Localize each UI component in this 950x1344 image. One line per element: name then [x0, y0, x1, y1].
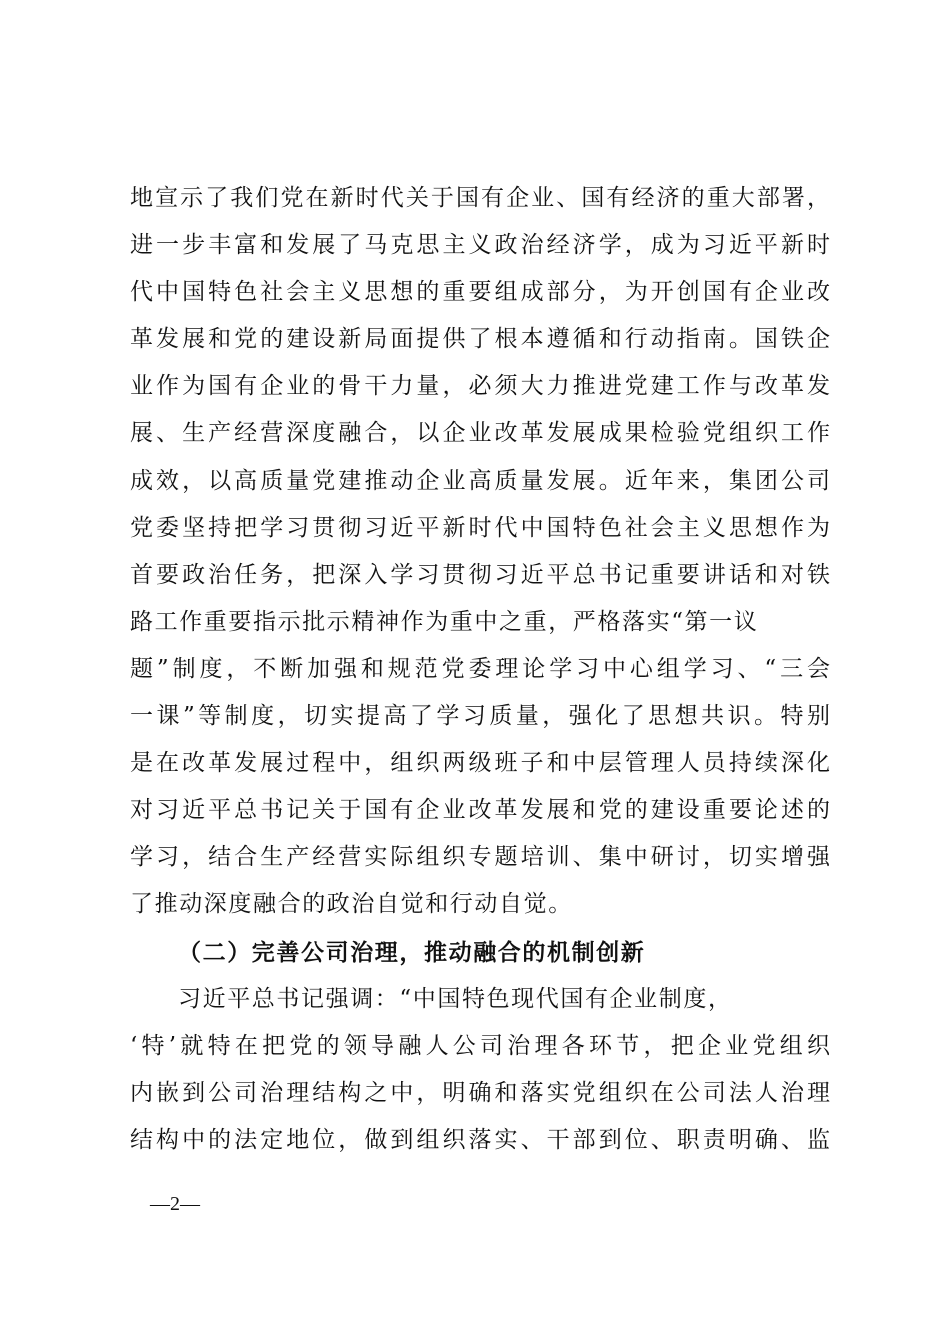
- text-line: 代中国特色社会主义思想的重要组成部分，为开创国有企业改: [130, 279, 830, 306]
- text-line: 地宣示了我们党在新时代关于国有企业、国有经济的重大部署，: [130, 185, 830, 211]
- text-line: 对习近平总书记关于国有企业改革发展和党的建设重要论述的: [130, 797, 830, 824]
- text-line: 首要政治任务，把深入学习贯彻习近平总书记重要讲话和对铁: [130, 561, 830, 588]
- text-line: 成效，以高质量党建推动企业高质量发展。近年来，集团公司: [130, 467, 830, 494]
- body-text: [130, 175, 830, 1164]
- text-line: 了推动深度融合的政治自觉和行动自觉。: [130, 891, 573, 918]
- text-line: 党委坚持把学习贯彻习近平新时代中国特色社会主义思想作为: [130, 514, 830, 541]
- text-line: 展、生产经营深度融合，以企业改革发展成果检验党组织工作: [130, 420, 830, 447]
- text-line: 进一步丰富和发展了马克思主义政治经济学，成为习近平新时: [130, 232, 830, 259]
- section-heading: （二）完善公司治理，推动融合的机制创新: [178, 938, 646, 966]
- text-line: 是在改革发展过程中，组织两级班子和中层管理人员持续深化: [130, 750, 830, 777]
- text-line: 路工作重要指示批示精神作为重中之重，严格落实“第一议: [130, 608, 759, 635]
- text-line: 学习，结合生产经营实际组织专题培训、集中研讨，切实增强: [130, 844, 830, 871]
- text-line: 革发展和党的建设新局面提供了根本遵循和行动指南。国铁企: [130, 326, 830, 353]
- text-line: ‘特’就特在把党的领导融人公司治理各环节，把企业党组织: [130, 1032, 830, 1059]
- page-number: —2—: [150, 1193, 200, 1215]
- text-line: 内嵌到公司治理结构之中，明确和落实党组织在公司法人治理: [130, 1079, 830, 1106]
- text-line: 题”制度，不断加强和规范党委理论学习中心组学习、“三会: [130, 655, 830, 682]
- text-line: 习近平总书记强调：“中国特色现代国有企业制度，: [178, 985, 733, 1012]
- text-line: 结构中的法定地位，做到组织落实、干部到位、职责明确、监: [130, 1126, 830, 1153]
- text-line: 业作为国有企业的骨干力量，必须大力推进党建工作与改革发: [130, 373, 830, 400]
- text-line: 一课”等制度，切实提高了学习质量，强化了思想共识。特别: [130, 703, 830, 730]
